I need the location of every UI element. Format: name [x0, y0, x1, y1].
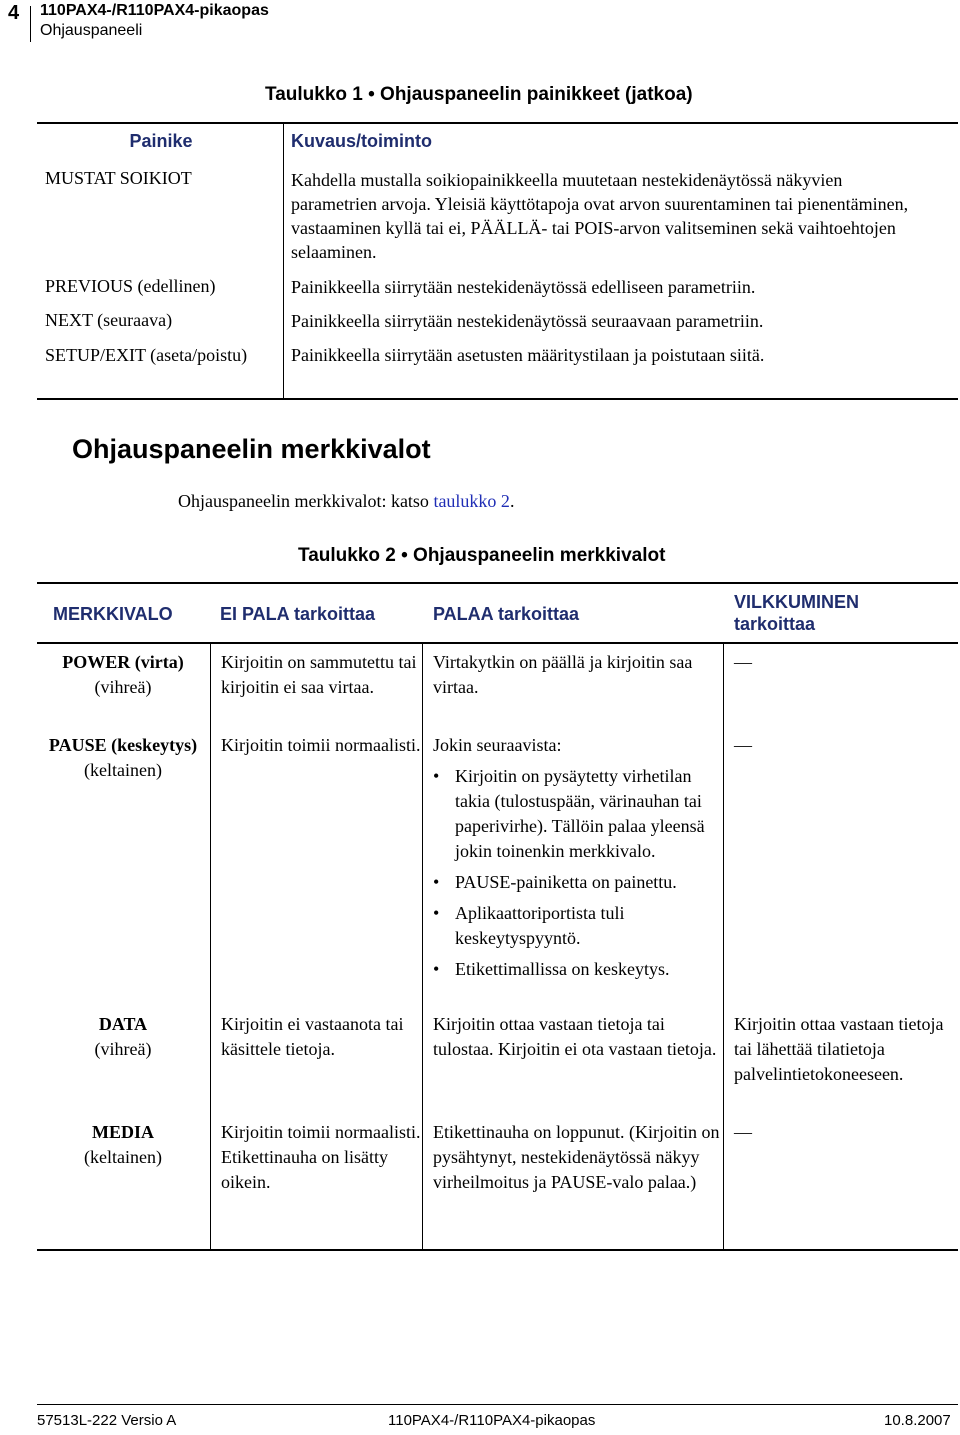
intro-text: Ohjauspaneelin merkkivalot: katso — [178, 491, 434, 511]
bullet-icon: • — [433, 959, 440, 979]
document-title: 110PAX4-/R110PAX4-pikaopas — [40, 2, 269, 19]
table1-button-cell: SETUP/EXIT (aseta/poistu) — [45, 345, 248, 365]
section-subtitle: Ohjauspaneeli — [40, 22, 143, 39]
table2-column-divider — [723, 644, 724, 1249]
led-blink-meaning: Kirjoitin ottaa vastaan tietoja tai lähettää tilatietoja palvelintietokoneeseen. — [734, 1014, 944, 1084]
table1-column-divider — [283, 124, 284, 398]
table2-top-rule — [37, 582, 958, 584]
bullet-icon: • — [433, 872, 440, 892]
bullet-text: Kirjoitin on pysäytetty virhetilan takia (tulostuspään, värinauhan tai paperivirhe). Tällöin palaa yleensä jokin toinenkin merkkivalo. — [455, 766, 705, 861]
table1-caption: Taulukko 1 • Ohjauspaneelin painikkeet (jatkoa) — [265, 84, 693, 105]
led-color: (vihreä) — [94, 1039, 152, 1059]
footer-rule — [37, 1404, 958, 1405]
footer-title: 110PAX4-/R110PAX4-pikaopas — [388, 1412, 596, 1429]
bullet-icon: • — [433, 766, 440, 786]
led-name: MEDIA — [92, 1122, 154, 1142]
table1-header-button: Painike — [129, 131, 193, 151]
led-label — [38, 733, 208, 783]
table1-header-description: Kuvaus/toiminto — [291, 131, 433, 151]
section-heading: Ohjauspaneelin merkkivalot — [72, 434, 431, 464]
table2-link[interactable]: taulukko 2 — [433, 491, 510, 511]
bullet-icon: • — [433, 903, 440, 923]
table1-description-cell: Painikkeella siirrytään nestekidenäytössä edelliseen parametriin. — [291, 277, 756, 297]
page-number: 4 — [8, 2, 20, 24]
led-blink-meaning: — — [734, 652, 752, 672]
table2-column-divider — [210, 644, 211, 1249]
table1-button-cell: PREVIOUS (edellinen) — [45, 276, 216, 296]
on-bullet-list — [433, 764, 723, 982]
led-on-meaning: Etikettinauha on loppunut. (Kirjoitin on pysähtynyt, nestekidenäytössä näkyy virheilmoitus ja PAUSE-valo palaa.) — [433, 1122, 720, 1192]
bullet-text: Aplikaattoriportista tuli keskeytyspyyntö. — [455, 903, 625, 948]
table2-header-rule — [37, 642, 958, 644]
table2-header-on: PALAA tarkoittaa — [433, 604, 580, 624]
led-name: PAUSE (keskeytys) — [48, 735, 198, 755]
table1-description-cell: Painikkeella siirrytään nestekidenäytössä seuraavaan parametriin. — [291, 311, 764, 331]
footer-doc-id: 57513L-222 Versio A — [37, 1412, 177, 1429]
table1-description-cell: Painikkeella siirrytään asetusten määritystilaan ja poistutaan siitä. — [291, 345, 765, 365]
led-off-meaning: Kirjoitin toimii normaalisti. Etikettinauha on lisätty oikein. — [221, 1122, 421, 1192]
led-label — [38, 650, 208, 700]
table1-top-rule — [37, 122, 958, 124]
table2-caption: Taulukko 2 • Ohjauspaneelin merkkivalot — [298, 545, 666, 566]
table2-bottom-rule — [37, 1249, 958, 1251]
section-intro — [178, 491, 514, 512]
led-off-meaning: Kirjoitin ei vastaanota tai käsittele tietoja. — [221, 1014, 404, 1059]
led-label — [38, 1012, 208, 1062]
led-name: POWER (virta) — [62, 652, 184, 672]
led-blink-meaning: — — [734, 1122, 752, 1142]
table1-button-cell: NEXT (seuraava) — [45, 310, 173, 330]
led-color: (keltainen) — [84, 1147, 162, 1167]
led-off-meaning: Kirjoitin on sammutettu tai kirjoitin ei saa virtaa. — [221, 652, 417, 697]
led-label — [38, 1120, 208, 1170]
intro-end: . — [509, 491, 515, 511]
table2-column-divider — [422, 644, 423, 1249]
list-item — [433, 957, 723, 982]
table2-header-off: EI PALA tarkoittaa — [220, 604, 376, 624]
list-item — [433, 764, 723, 864]
led-blink-meaning: — — [734, 735, 752, 755]
led-name: DATA — [98, 1014, 148, 1034]
list-item — [433, 870, 723, 895]
footer-date: 10.8.2007 — [884, 1412, 951, 1429]
led-color: (vihreä) — [94, 677, 152, 697]
on-intro: Jokin seuraavista: — [433, 735, 562, 755]
led-color: (keltainen) — [84, 760, 162, 780]
table2-header-led: MERKKIVALO — [53, 604, 173, 624]
table1-bottom-rule — [37, 398, 958, 400]
header-divider — [30, 6, 31, 42]
list-item — [433, 901, 723, 951]
led-on-meaning — [433, 733, 723, 988]
bullet-text: PAUSE-painiketta on painettu. — [455, 872, 677, 892]
led-on-meaning: Kirjoitin ottaa vastaan tietoja tai tulostaa. Kirjoitin ei ota vastaan tietoja. — [433, 1014, 717, 1059]
led-on-meaning: Virtakytkin on päällä ja kirjoitin saa virtaa. — [433, 652, 693, 697]
table2-header-blink: VILKKUMINEN tarkoittaa — [734, 592, 859, 634]
led-off-meaning: Kirjoitin toimii normaalisti. — [221, 735, 421, 755]
table1-button-cell: MUSTAT SOIKIOT — [45, 168, 192, 188]
bullet-text: Etikettimallissa on keskeytys. — [455, 959, 670, 979]
table1-description-cell: Kahdella mustalla soikiopainikkeella muutetaan nestekidenäytössä näkyvien parametrien arvoja. Yleisiä käyttötapoja ovat arvon suurentaminen tai pienentäminen, vastaaminen kyllä tai ei, PÄÄLLÄ- tai POIS-arvon valitseminen sekä vaihtoehtojen selaaminen. — [291, 170, 909, 262]
